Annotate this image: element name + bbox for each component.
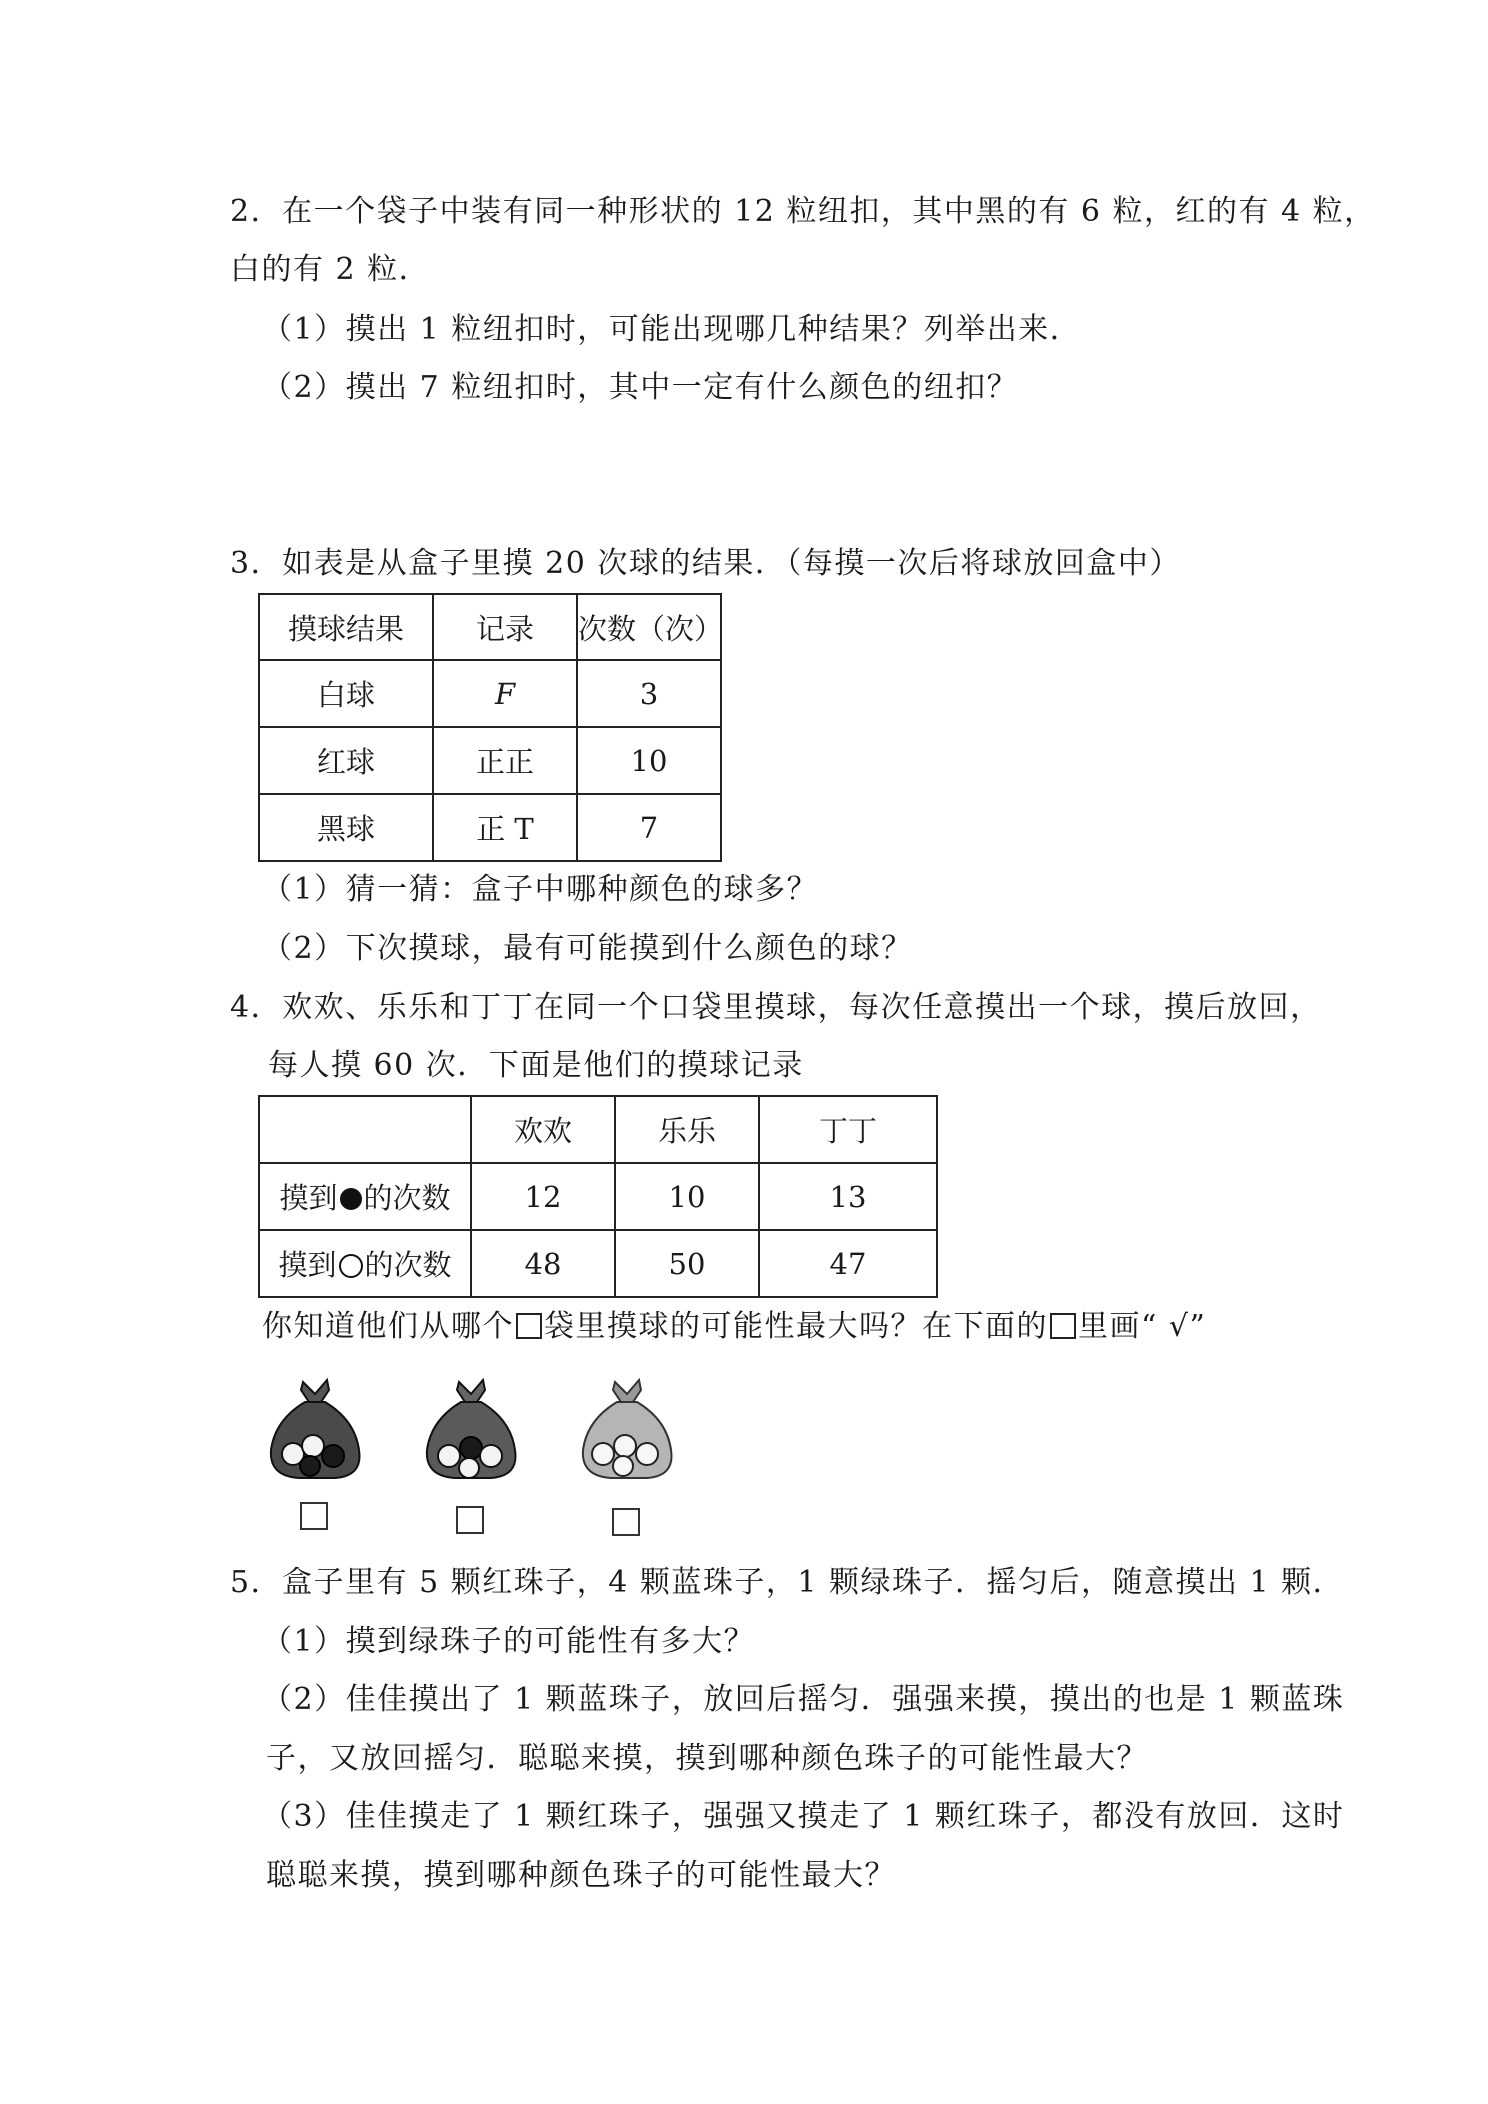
- q4-cell: 47: [759, 1230, 937, 1297]
- q4-header-blank: [259, 1096, 471, 1163]
- square-icon: [1050, 1313, 1076, 1339]
- q4-row-white-label-b: 的次数: [364, 1248, 452, 1282]
- q2-line2: 白的有 2 粒．: [230, 252, 431, 287]
- q4-header-lele: 乐乐: [615, 1096, 759, 1163]
- q4-header-dingding: 丁丁: [759, 1096, 937, 1163]
- q3-cell-label: 黑球: [259, 794, 433, 861]
- q2-sub1: （1）摸出 1 粒纽扣时，可能出现哪几种结果？列举出来．: [262, 312, 1082, 347]
- q3-header-result: 摸球结果: [259, 594, 433, 660]
- bag-of-balls-icon: [265, 1376, 365, 1486]
- q4-line2: 每人摸 60 次．下面是他们的摸球记录: [268, 1048, 804, 1083]
- q5-sub2a: （2）佳佳摸出了 1 颗蓝珠子，放回后摇匀．强强来摸，摸出的也是 1 颗蓝珠: [262, 1682, 1345, 1717]
- q4-row-white-label-a: 摸到: [278, 1248, 337, 1282]
- q3-cell-record: F: [433, 660, 577, 727]
- bag-of-balls-icon: [577, 1376, 677, 1486]
- q3-cell-label: 白球: [259, 660, 433, 727]
- q3-cell-record: 正 T: [433, 794, 577, 861]
- q4-table: [258, 1095, 938, 1298]
- q4-prompt-c: 里画“ √”: [1078, 1309, 1207, 1344]
- q2-sub2: （2）摸出 7 粒纽扣时，其中一定有什么颜色的纽扣？: [262, 370, 1019, 405]
- q4-row-black-label-a: 摸到: [279, 1181, 338, 1215]
- q4-prompt: [262, 1307, 1206, 1347]
- bag-checkbox[interactable]: [612, 1508, 640, 1536]
- q4-prompt-b: 袋里摸球的可能性最大吗？在下面的: [544, 1309, 1048, 1344]
- q5-line1: 5．盒子里有 5 颗红珠子，4 颗蓝珠子，1 颗绿珠子．摇匀后，随意摸出 1 颗．: [230, 1565, 1345, 1600]
- black-ball-icon: [340, 1188, 362, 1210]
- q4-cell: 12: [471, 1163, 615, 1230]
- q3-header-record: 记录: [433, 594, 577, 660]
- bag-checkbox[interactable]: [456, 1506, 484, 1534]
- q5-sub3b: 聪聪来摸，摸到哪种颜色珠子的可能性最大？: [266, 1858, 896, 1893]
- bag-checkbox[interactable]: [300, 1502, 328, 1530]
- q4-cell: 13: [759, 1163, 937, 1230]
- q4-cell: 50: [615, 1230, 759, 1297]
- q4-row-black-label: [259, 1163, 471, 1230]
- q3-header-count: 次数（次）: [577, 594, 721, 660]
- q4-line1: 4．欢欢、乐乐和丁丁在同一个口袋里摸球，每次任意摸出一个球，摸后放回，: [230, 990, 1322, 1025]
- q4-row-white-label: [259, 1230, 471, 1297]
- q5-sub1: （1）摸到绿珠子的可能性有多大？: [262, 1624, 756, 1659]
- q5-sub2b: 子，又放回摇匀．聪聪来摸，摸到哪种颜色珠子的可能性最大？: [266, 1741, 1148, 1776]
- q3-sub1: （1）猜一猜：盒子中哪种颜色的球多？: [262, 872, 819, 907]
- q3-cell-count: 10: [577, 727, 721, 794]
- square-icon: [516, 1313, 542, 1339]
- q2-line1: 2．在一个袋子中装有同一种形状的 12 粒纽扣，其中黑的有 6 粒，红的有 4 粒，: [230, 194, 1376, 229]
- q4-row-black-label-b: 的次数: [363, 1181, 451, 1215]
- q5-sub3a: （3）佳佳摸走了 1 颗红珠子，强强又摸走了 1 颗红珠子，都没有放回．这时: [262, 1799, 1345, 1834]
- q4-header-huanhuan: 欢欢: [471, 1096, 615, 1163]
- q3-title: 3．如表是从盒子里摸 20 次球的结果．（每摸一次后将球放回盒中）: [230, 546, 1181, 581]
- q3-cell-record: 正正: [433, 727, 577, 794]
- white-ball-icon: [339, 1254, 363, 1278]
- q4-cell: 48: [471, 1230, 615, 1297]
- bag-of-balls-icon: [421, 1376, 521, 1486]
- q4-cell: 10: [615, 1163, 759, 1230]
- q3-cell-label: 红球: [259, 727, 433, 794]
- q3-table: [258, 593, 722, 862]
- q4-prompt-a: 你知道他们从哪个: [262, 1309, 514, 1344]
- q3-cell-count: 3: [577, 660, 721, 727]
- q3-cell-count: 7: [577, 794, 721, 861]
- q3-sub2: （2）下次摸球，最有可能摸到什么颜色的球？: [262, 931, 913, 966]
